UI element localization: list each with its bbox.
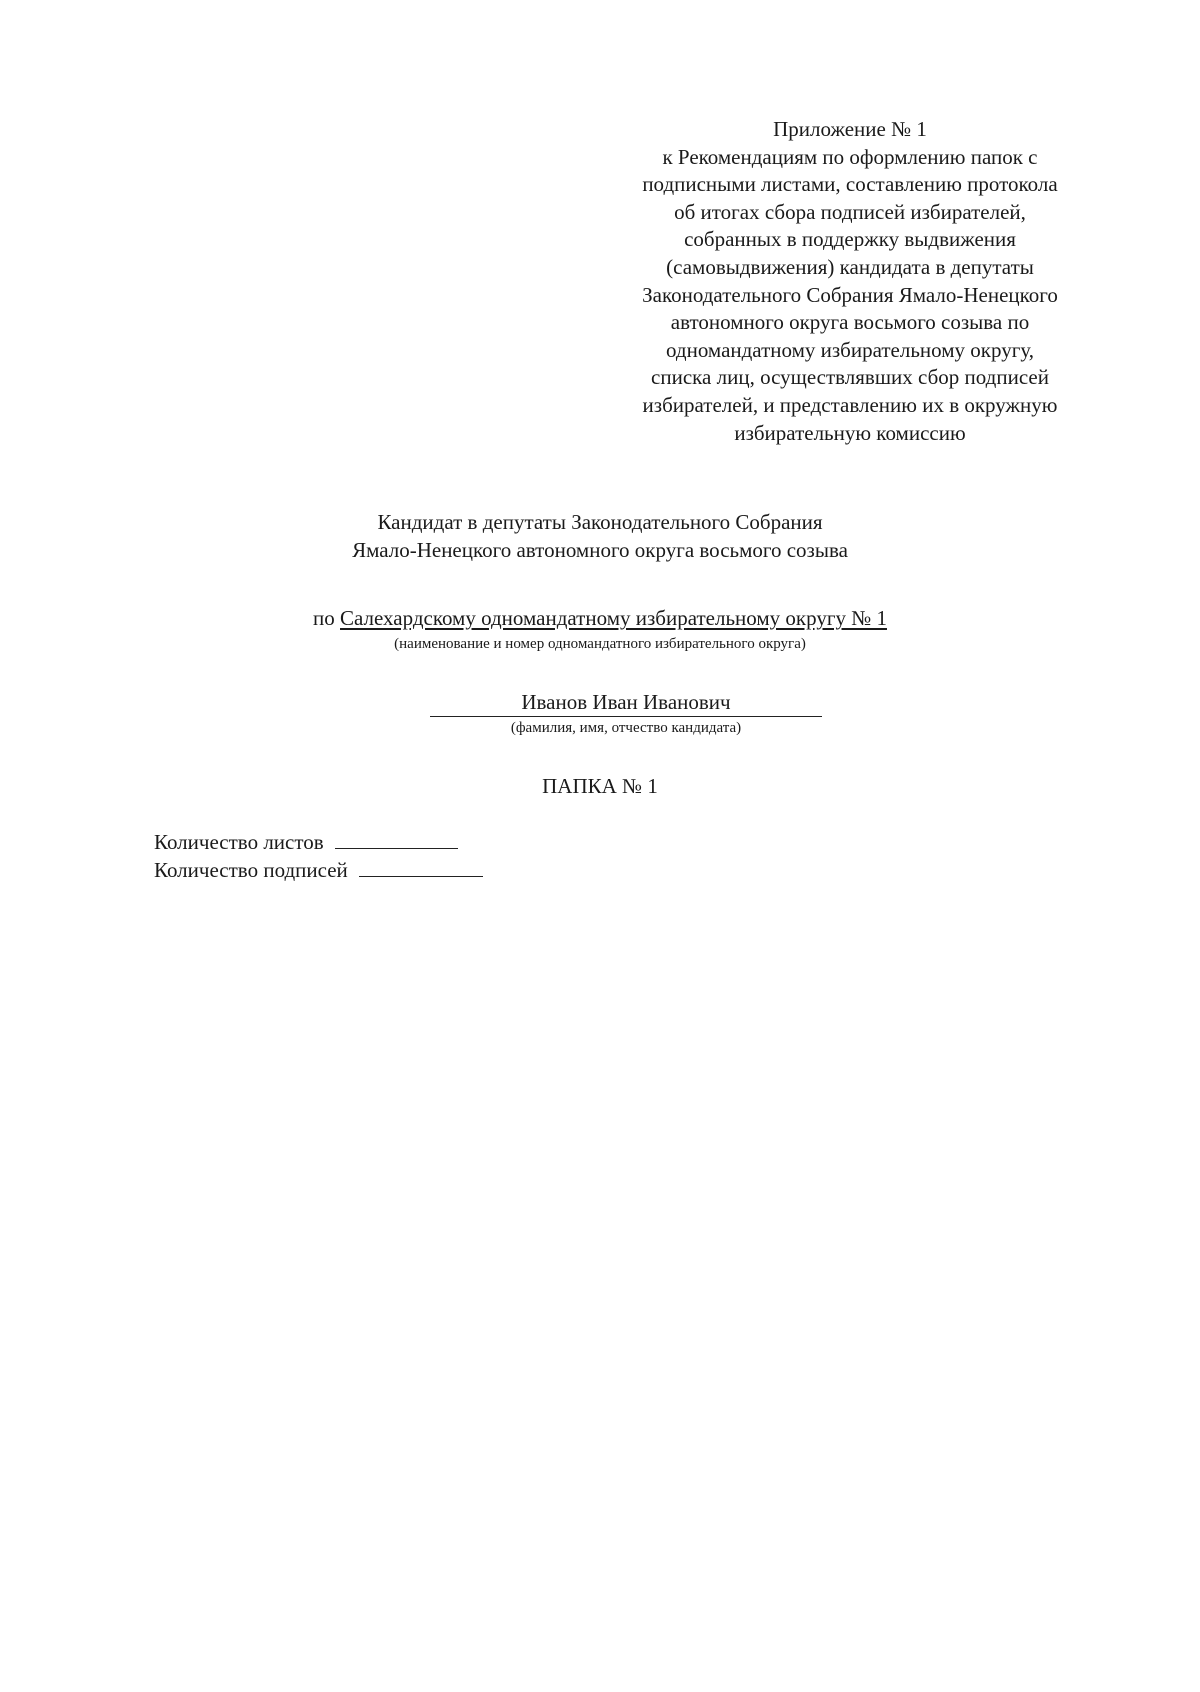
appendix-line: собранных в поддержку выдвижения xyxy=(684,227,1016,252)
sheets-count-row xyxy=(154,828,458,856)
district-name: Салехардскому одномандатному избирательному округу № 1 xyxy=(340,606,887,630)
appendix-line: одномандатному избирательному округу, xyxy=(666,337,1034,362)
candidate-title-line: Ямало-Ненецкого автономного округа восьмого созыва xyxy=(352,538,848,562)
appendix-header xyxy=(600,116,1100,447)
appendix-line: подписными листами, составлению протокола xyxy=(642,172,1058,197)
district-row xyxy=(250,604,950,632)
candidate-title xyxy=(250,508,950,564)
signatures-count-blank[interactable] xyxy=(359,856,483,877)
appendix-line: к Рекомендациям по оформлению папок с xyxy=(662,144,1038,169)
appendix-line: об итогах сбора подписей избирателей, xyxy=(674,199,1026,224)
district-prefix: по xyxy=(313,606,335,630)
appendix-line: (самовыдвижения) кандидата в депутаты xyxy=(666,254,1034,279)
signatures-count-label: Количество подписей xyxy=(154,858,348,882)
appendix-line: избирательную комиссию xyxy=(734,420,966,445)
appendix-line: автономного округа восьмого созыва по xyxy=(670,310,1030,335)
district-caption: (наименование и номер одномандатного избирательного округа) xyxy=(394,636,806,652)
candidate-title-line: Кандидат в депутаты Законодательного Собрания xyxy=(377,510,823,534)
appendix-line: списка лиц, осуществлявших сбор подписей xyxy=(651,365,1049,390)
appendix-line: Законодательного Собрания Ямало-Ненецкого xyxy=(642,282,1058,307)
folder-title: ПАПКА № 1 xyxy=(542,774,658,798)
sheets-count-blank[interactable] xyxy=(335,828,458,849)
name-caption: (фамилия, имя, отчество кандидата) xyxy=(510,720,742,736)
appendix-line: избирателей, и представлению их в окружную xyxy=(642,392,1058,417)
candidate-name: Иванов Иван Иванович xyxy=(430,688,822,717)
signatures-count-row xyxy=(154,856,483,884)
sheets-count-label: Количество листов xyxy=(154,830,324,854)
appendix-line: Приложение № 1 xyxy=(773,117,927,141)
